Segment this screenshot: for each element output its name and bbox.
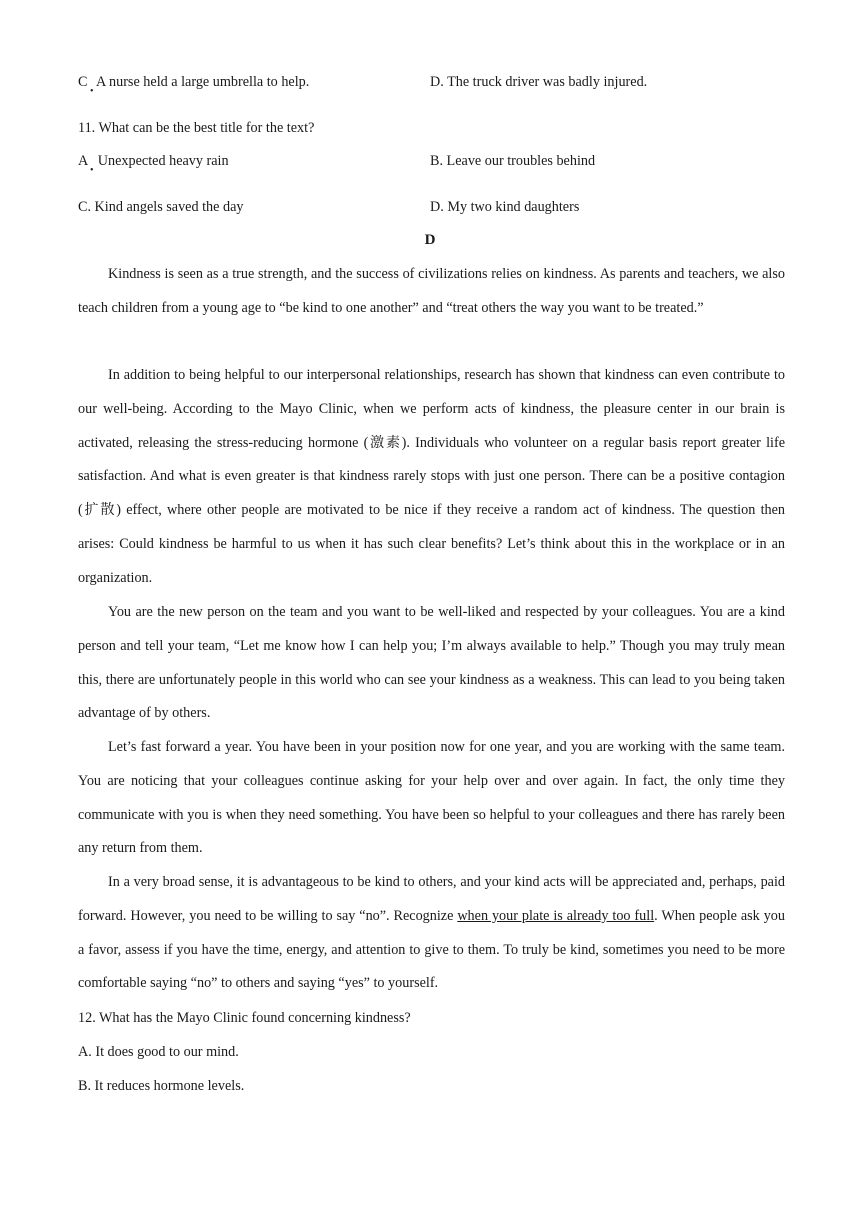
passage-paragraph-3: You are the new person on the team and you want to be well-liked and respected by your colleagues. You are a kind person and tell your team, “Let me know how I can help you; I’m always available to help.” Though you may truly mean this, there are unfortunately people in this world who can see your kindness as a weakness. This can lead to you being taken advantage of by others. [78, 604, 785, 722]
paragraph-5-text-start: In a very broad sense, it is advantageous to be kind to others, and your kind acts will be appreciated and, perhaps, paid forward. However, you need to be willing to say “no”. Recognize [78, 874, 785, 924]
q11-option-a-text: Unexpected heavy rain [97, 153, 229, 169]
q12-question: 12. What has the Mayo Clinic found concerning kindness? [78, 1010, 411, 1026]
emphasis-dot: • [90, 86, 94, 97]
underlined-phrase: when your plate is already too full [457, 907, 655, 924]
q12-option-b: B. It reduces hormone levels. [78, 1078, 245, 1094]
q11-question: 11. What can be the best title for the text? [78, 120, 315, 136]
section-title: D [424, 232, 436, 248]
paragraph-5-text-end: . When people ask you a favor, assess if you have the time, energy, and attention to give to them. To truly be kind, sometimes you need to be more comfortable saying “no” to others and saying “yes” to yourself. [78, 907, 785, 992]
passage-paragraph-4: Let’s fast forward a year. You have been in your position now for one year, and you are working with the same team. You are noticing that your colleagues continue asking for your help over and over again. In fact, the only time they communicate with you is when they need something. You have been so helpful to your colleagues and there has rarely been any return from them. [78, 739, 785, 857]
q10-option-c-letter: C • [78, 74, 94, 97]
q11-option-b: B. Leave our troubles behind [430, 153, 596, 169]
q11-option-d: D. My two kind daughters [430, 199, 580, 215]
q10-option-c [78, 74, 310, 97]
passage-paragraph-2: In addition to being helpful to our interpersonal relationships, research has shown that kindness can even contribute to our well-being. According to the Mayo Clinic, when we perform acts of kindness, the pleasure center in our brain is activated, releasing the stress-reducing hormone (激素). Individuals who volunteer on a regular basis report greater life satisfaction. And what is even greater is that kindness rarely stops with just one person. There can be a positive contagion (扩散) effect, where other people are motivated to be nice if they receive a random act of kindness. The question then arises: Could kindness be harmful to us when it has such clear benefits? Let’s think about this in the workplace or in an organization. [78, 367, 785, 586]
q10-option-d: D. The truck driver was badly injured. [430, 74, 648, 90]
q11-option-c: C. Kind angels saved the day [78, 199, 244, 215]
passage-paragraph-5 [78, 866, 785, 1001]
q12-option-a: A. It does good to our mind. [78, 1044, 239, 1060]
q11-option-a-letter: A • [78, 153, 94, 176]
q10-option-c-text: A nurse held a large umbrella to help. [96, 74, 310, 90]
emphasis-dot: • [90, 165, 94, 176]
q11-option-a [78, 153, 229, 176]
passage-paragraph-1: Kindness is seen as a true strength, and the success of civilizations relies on kindness. As parents and teachers, we also teach children from a young age to “be kind to one another” and “treat others the way you want to be treated.” [78, 266, 785, 316]
